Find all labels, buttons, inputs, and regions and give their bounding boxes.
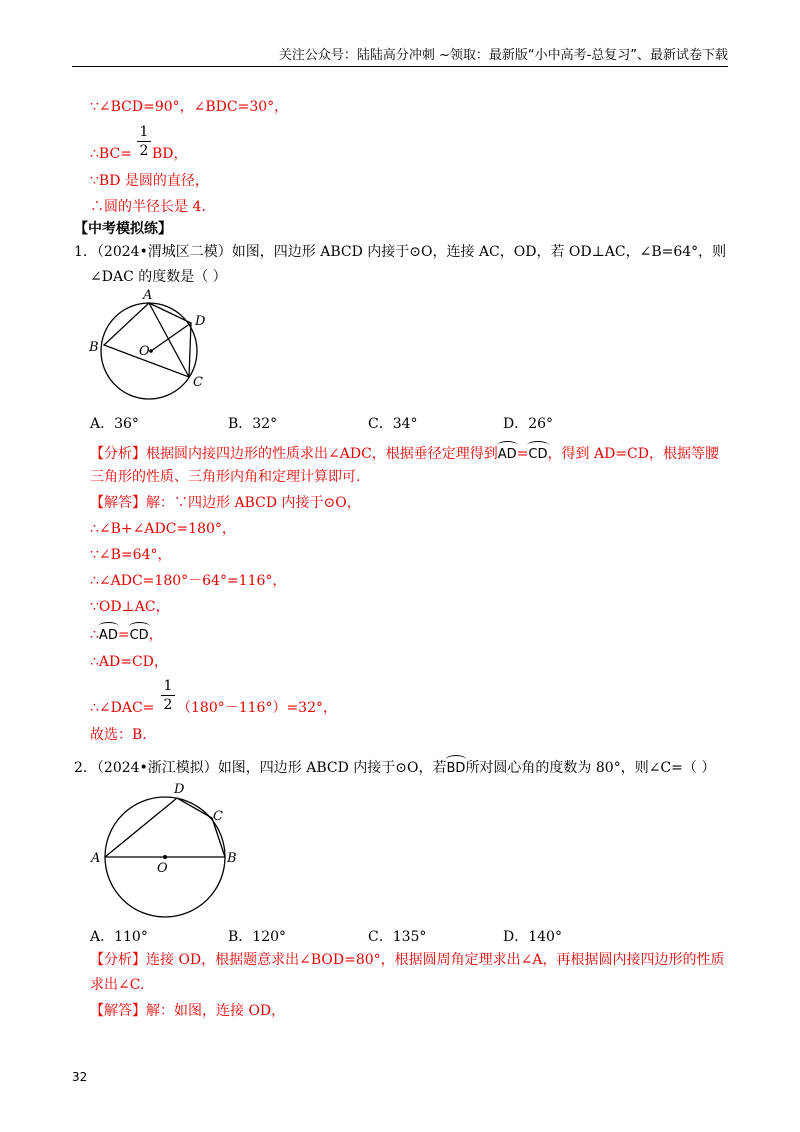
q2-label-a: A	[91, 851, 101, 866]
prev-fraction	[137, 124, 151, 159]
page-header: 关注公众号：陆陆高分冲刺 ~领取：最新版“小中高考-总复习”、最新试卷下载	[278, 48, 728, 63]
page-number: 32	[72, 1070, 88, 1084]
q1-step-3: ∵∠B=64°，	[90, 547, 172, 563]
q1-analysis-label: 【分析】	[90, 446, 146, 462]
q2-solution-label: 【解答】	[90, 1003, 146, 1019]
q2-figure	[88, 778, 248, 918]
q1-center-dot	[149, 349, 153, 353]
q2-analysis-line2: 求出∠C.	[90, 977, 145, 993]
q1-analysis-line2: 三角形的性质、三角形内角和定理计算即可.	[90, 469, 361, 485]
q1-solution-label: 【解答】	[90, 495, 146, 511]
q1-option-a: A．36°	[90, 416, 139, 432]
q1-option-d: D．26°	[503, 416, 554, 432]
q2-option-a: A．110°	[90, 929, 148, 945]
q1-analysis-text-c: ，得到 AD=CD，根据等腰	[547, 446, 719, 462]
q1-analysis-text-a: 根据圆内接四边形的性质求出∠ADC，根据垂径定理得到	[146, 446, 498, 462]
q1-frac-denominator: 2	[163, 697, 173, 713]
q1-solution-text: 解：∵四边形 ABCD 内接于⊙O，	[146, 495, 361, 511]
section-title: 【中考模拟练】	[74, 221, 172, 237]
q2-stem-a: 2．（2024•浙江模拟）如图，四边形 ABCD 内接于⊙O，若	[74, 760, 447, 776]
q1-segment-ac	[149, 303, 189, 377]
q2-option-d: D．140°	[503, 929, 562, 945]
prev-line-2b: BD，	[152, 146, 188, 162]
frac-numerator: 1	[139, 124, 149, 140]
q1-step-6-pre: ∴	[90, 627, 99, 643]
q1-stem-line1: 1．（2024•渭城区二模）如图，四边形 ABCD 内接于⊙O，连接 AC，OD，若 OD⊥AC，∠B=64°，则	[74, 244, 727, 260]
frac-bar	[137, 141, 151, 142]
q1-label-c: C	[193, 375, 203, 390]
q1-step-6-arc-ad: AD	[99, 625, 118, 645]
header-rule	[72, 66, 728, 67]
q1-figure	[85, 285, 215, 400]
q1-arc-cd: CD	[528, 444, 547, 464]
q1-option-c: C．34°	[368, 416, 418, 432]
q2-label-b: B	[227, 851, 237, 866]
q2-analysis-label: 【分析】	[90, 952, 146, 968]
q1-step-2: ∴∠B+∠ADC=180°，	[90, 521, 236, 537]
q1-step-8a: ∴∠DAC=	[90, 700, 155, 716]
q1-analysis-eq: =	[516, 446, 529, 462]
q1-label-b: B	[89, 340, 99, 355]
q1-step-8b: （180°－116°）=32°，	[177, 700, 337, 716]
q1-stem-line2: ∠DAC 的度数是（ ）	[90, 269, 227, 285]
q2-stem	[74, 758, 715, 778]
q1-label-d: D	[195, 314, 206, 329]
q2-analysis-line1	[90, 951, 725, 969]
q1-step-6	[90, 625, 163, 645]
prev-line-3: ∵BD 是圆的直径，	[90, 173, 209, 189]
q1-analysis-line1	[90, 444, 719, 464]
q1-step-6-arc-cd: CD	[130, 625, 149, 645]
q1-label-o: O	[139, 344, 150, 359]
q2-solution-text: 解：如图，连接 OD，	[146, 1003, 286, 1019]
q1-segment-od	[151, 323, 191, 351]
q1-step-9: 故选：B.	[90, 727, 147, 743]
q2-label-o: O	[157, 861, 168, 876]
q1-label-a: A	[143, 288, 153, 303]
q1-fraction	[161, 678, 175, 713]
prev-line-2a: ∴BC=	[90, 146, 132, 162]
q1-arc-ad: AD	[498, 444, 517, 464]
q2-stem-b: 所对圆心角的度数为 80°，则∠C=（ ）	[465, 760, 716, 776]
q2-label-d: D	[174, 782, 185, 797]
q1-step-7: ∴AD=CD，	[90, 654, 168, 670]
q2-analysis-text: 连接 OD，根据题意求出∠BOD=80°，根据圆周角定理求出∠A，再根据圆内接四边形的性质	[146, 952, 725, 968]
q2-quadrilateral-sides	[105, 798, 225, 857]
q1-frac-bar	[161, 695, 175, 696]
q2-arc-bd: BD	[447, 758, 466, 778]
q1-step-6-post: ，	[148, 627, 163, 643]
prev-line-1: ∵∠BCD=90°，∠BDC=30°，	[90, 99, 289, 115]
q2-solution-line1	[90, 1002, 285, 1020]
q2-option-c: C．135°	[368, 929, 427, 945]
q1-quadrilateral	[104, 303, 191, 377]
q1-step-4: ∴∠ADC=180°－64°=116°，	[90, 573, 287, 589]
frac-denominator: 2	[139, 143, 149, 159]
q1-step-5: ∵OD⊥AC，	[90, 599, 170, 615]
q2-label-c: C	[213, 809, 223, 824]
q1-step-6-eq: =	[117, 627, 130, 643]
q2-option-b: B．120°	[228, 929, 287, 945]
q1-solution-line1	[90, 494, 361, 512]
q1-option-b: B．32°	[228, 416, 278, 432]
q1-frac-numerator: 1	[163, 678, 173, 694]
q2-center-dot	[163, 855, 167, 859]
prev-line-4: ∴圆的半径长是 4.	[90, 199, 206, 215]
